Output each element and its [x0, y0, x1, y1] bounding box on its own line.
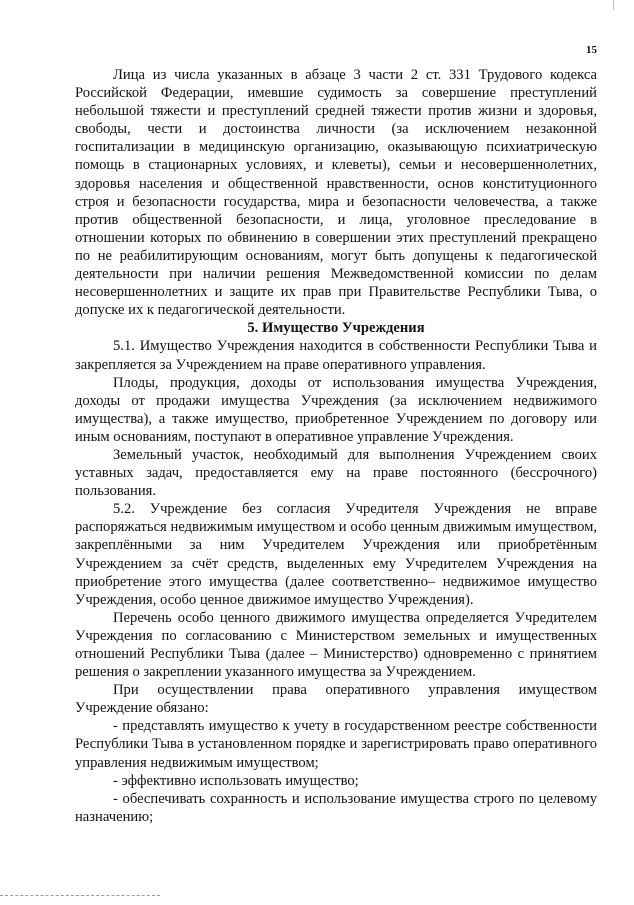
list-item: - эффективно использовать имущество; [113, 772, 359, 789]
paragraph: 5.1. Имущество Учреждения находится в собственности Республики Тыва и закрепляется за Учреждением на праве оперативного управления. [75, 338, 597, 373]
paragraph: Плоды, продукция, доходы от использования имущества Учреждения, доходы от продажи имущества Учреждения (за исключением недвижимого имущества), а также имущество, приобретенное Учреждением по договору или иным основаниям, поступают в оперативное управление Учреждения. [75, 374, 597, 445]
list-item: - обеспечивать сохранность и использование имущества строго по целевому назначению; [75, 790, 597, 825]
list-item: - представлять имущество к учету в государственном реестре собственности Республики Тыва в установленном порядке и зарегистрировать право оперативного управления недвижимым имуществом; [75, 718, 597, 771]
paragraph: При осуществлении права оперативного управления имуществом Учреждение обязано: [75, 682, 597, 717]
section-title: 5. Имущество Учреждения [247, 320, 425, 337]
page-number: 15 [586, 44, 597, 56]
document-body [75, 66, 597, 826]
paragraph: Земельный участок, необходимый для выполнения Учреждением своих уставных задач, предоставляется ему на праве постоянного (бессрочного) пользования. [75, 446, 597, 500]
paragraph: Лица из числа указанных в абзаце 3 части 2 ст. 331 Трудового кодекса Российской Федерации, имевшие судимость за совершение преступлений небольшой тяжести и преступлений средней тяжести против жизни и здоровья, свободы, чести и достоинства личности (за исключением незаконной госпитализации в медицинскую организацию, оказывающую психиатрическую помощь в стационарных условиях, и клеветы), семьи и несовершеннолетних, здоровья населения и общественной нравственности, основ конституционного строя и безопасности государства, мира и безопасности человечества, а также против общественной безопасности, и лица, уголовное преследование в отношении которых по обвинению в совершении этих преступлений прекращено по не реабилитирующим основаниям, могут быть допущены к педагогической деятельности при наличии решения Межведомственной комиссии по делам несовершеннолетних и защите их прав при Правительстве Республики Тыва, о допуске их к педагогической деятельности. [75, 67, 597, 319]
paragraph: Перечень особо ценного движимого имущества определяется Учредителем Учреждения по согласованию с Министерством земельных и имущественных отношений Республики Тыва (далее – Министерство) одновременно с принятием решения о закреплении указанного имущества за Учреждением. [75, 609, 597, 681]
scan-corner-mark [613, 0, 614, 10]
footer-rule [0, 895, 160, 897]
paragraph: 5.2. Учреждение без согласия Учредителя Учреждения не вправе распоряжаться недвижимым имуществом и особо ценным движимым имуществом, закреплёнными за ним Учредителем Учреждения или приобретённым Учреждением за счёт средств, выделенных ему Учредителем Учреждения на приобретение этого имущества (далее соответственно– недвижимое имущество Учреждения, особо ценное движимое имущество Учреждения). [75, 501, 597, 608]
